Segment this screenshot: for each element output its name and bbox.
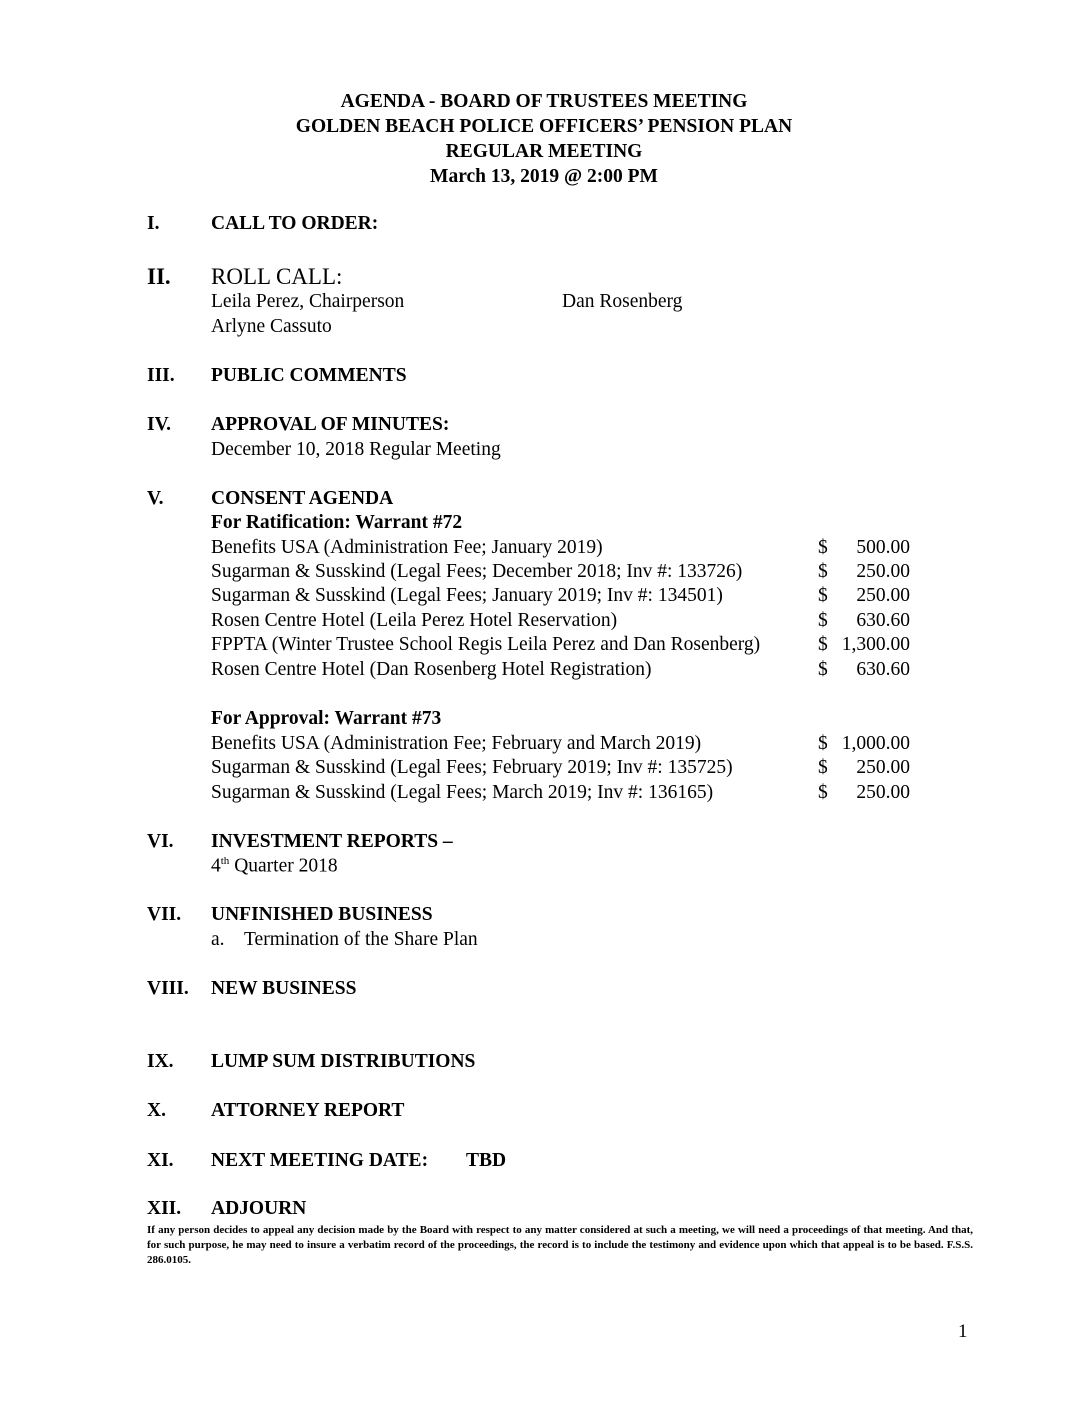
quarter-number: 4 [211,855,221,877]
section-title-attorney-report: ATTORNEY REPORT [211,1100,405,1121]
roll-call-member: Arlyne Cassuto [211,316,332,337]
warrant-item-desc: Benefits USA (Administration Fee; February and March 2019) [211,733,702,754]
section-title-call-to-order: CALL TO ORDER: [211,213,379,234]
section-number: IV. [147,414,172,435]
ratification-title: For Ratification: Warrant #72 [211,512,463,533]
header-line-1: AGENDA - BOARD OF TRUSTEES MEETING [340,91,748,112]
section-title-new-business: NEW BUSINESS [211,978,357,999]
approval-title: For Approval: Warrant #73 [211,708,442,729]
next-meeting-value: TBD [466,1150,507,1171]
section-number: II. [147,264,171,289]
section-title-consent-agenda: CONSENT AGENDA [211,488,394,509]
section-number: I. [147,213,160,234]
header-line-3: REGULAR MEETING [445,141,643,162]
warrant-item-currency: $ [818,733,828,754]
unfinished-item-label: a. [211,929,225,950]
warrant-item-currency: $ [818,610,828,631]
warrant-item-currency: $ [818,537,828,558]
warrant-item-amount: 630.60 [856,610,910,631]
section-number: XI. [147,1150,174,1171]
warrant-item-currency: $ [818,634,828,655]
warrant-item-desc: Sugarman & Susskind (Legal Fees; January 2019; Inv #: 134501) [211,585,723,606]
warrant-item-currency: $ [818,561,828,582]
warrant-item-desc: Sugarman & Susskind (Legal Fees; December 2018; Inv #: 133726) [211,561,743,582]
section-number: X. [147,1100,166,1121]
warrant-item-desc: FPPTA (Winter Trustee School Regis Leila Perez and Dan Rosenberg) [211,634,761,655]
section-number: V. [147,488,164,509]
section-title-adjourn: ADJOURN [211,1198,307,1219]
section-title-next-meeting: NEXT MEETING DATE: [211,1150,429,1171]
section-title-approval-of-minutes: APPROVAL OF MINUTES: [211,414,450,435]
section-title-roll-call: ROLL CALL: [211,264,343,289]
page-number: 1 [958,1321,968,1342]
section-number: XII. [147,1198,182,1219]
section-title-lump-sum: LUMP SUM DISTRIBUTIONS [211,1051,476,1072]
warrant-item-desc: Rosen Centre Hotel (Dan Rosenberg Hotel Registration) [211,659,652,680]
warrant-item-currency: $ [818,585,828,606]
section-number: VIII. [147,978,189,999]
warrant-item-currency: $ [818,659,828,680]
warrant-item-desc: Rosen Centre Hotel (Leila Perez Hotel Reservation) [211,610,618,631]
quarter-ordinal: th [220,855,230,867]
warrant-item-amount: 250.00 [856,782,910,803]
warrant-item-desc: Sugarman & Susskind (Legal Fees; February 2019; Inv #: 135725) [211,757,733,778]
section-title-unfinished-business: UNFINISHED BUSINESS [211,904,433,925]
warrant-item-amount: 250.00 [856,585,910,606]
roll-call-member: Dan Rosenberg [562,291,683,312]
header-line-4: March 13, 2019 @ 2:00 PM [430,166,658,187]
warrant-item-amount: 1,000.00 [841,733,910,754]
warrant-item-amount: 250.00 [856,757,910,778]
section-number: III. [147,365,175,386]
header-line-2: GOLDEN BEACH POLICE OFFICERS’ PENSION PLAN [295,116,793,137]
section-number: VI. [147,831,174,852]
warrant-item-currency: $ [818,782,828,803]
section-title-investment-reports: INVESTMENT REPORTS – [211,831,453,852]
warrant-item-currency: $ [818,757,828,778]
appeal-disclaimer: If any person decides to appeal any decision made by the Board with respect to any matter considered at such a meeting, we will need a proceedings of that meeting. And that, for such purpose, he may need to insure a verbatim record of the proceedings, the record is to include the testimony and evidence upon which that appeal is to be based. F.S.S. 286.0105. [147,1224,973,1266]
warrant-item-amount: 500.00 [856,537,910,558]
warrant-item-desc: Benefits USA (Administration Fee; January 2019) [211,537,603,558]
warrant-item-amount: 1,300.00 [841,634,910,655]
warrant-item-amount: 630.60 [856,659,910,680]
investment-detail [211,855,338,878]
section-number: VII. [147,904,182,925]
section-title-public-comments: PUBLIC COMMENTS [211,365,407,386]
quarter-label: Quarter 2018 [229,855,338,877]
section-number: IX. [147,1051,174,1072]
warrant-item-amount: 250.00 [856,561,910,582]
roll-call-member: Leila Perez, Chairperson [211,291,405,312]
minutes-detail: December 10, 2018 Regular Meeting [211,439,501,460]
warrant-item-desc: Sugarman & Susskind (Legal Fees; March 2019; Inv #: 136165) [211,782,714,803]
unfinished-item-text: Termination of the Share Plan [244,929,478,950]
